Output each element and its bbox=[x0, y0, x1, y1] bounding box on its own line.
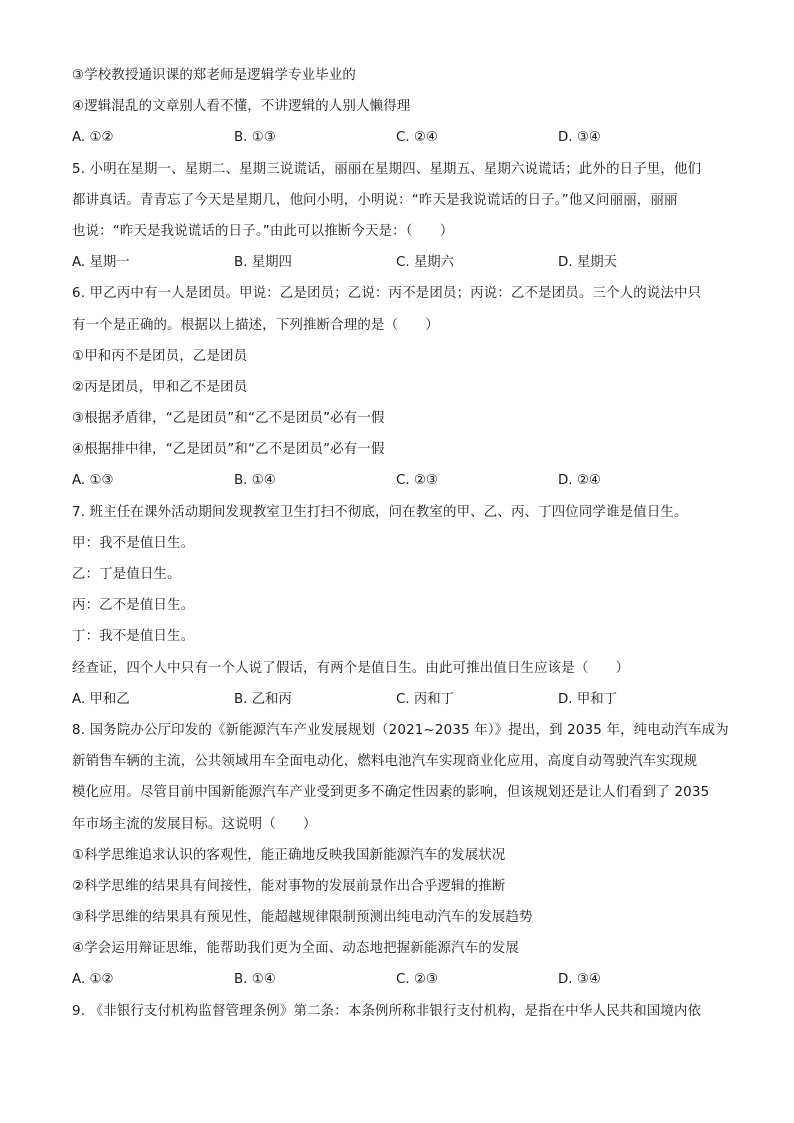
answer-options-row bbox=[72, 465, 732, 496]
text-line: 6. 甲乙丙中有一人是团员。甲说：乙是团员；乙说：丙不是团员；丙说：乙不是团员。三个人的说法中只 bbox=[72, 286, 702, 302]
text-line: 年市场主流的发展目标。这说明（ ） bbox=[72, 816, 317, 832]
answer-option: D. 甲和丁 bbox=[558, 691, 617, 707]
text-line: 甲：我不是值日生。 bbox=[72, 535, 195, 551]
answer-option: B. ①③ bbox=[234, 130, 276, 146]
text-line: ③学校教授通识课的郑老师是逻辑学专业毕业的 bbox=[72, 68, 357, 83]
answer-option: C. ②③ bbox=[396, 473, 438, 489]
text-line: ①科学思维追求认识的客观性，能正确地反映我国新能源汽车的发展状况 bbox=[72, 847, 506, 863]
answer-option: B. 星期四 bbox=[234, 255, 292, 271]
answer-option: A. ①② bbox=[72, 130, 114, 146]
text-line: 经查证，四个人中只有一个人说了假话，有两个是值日生。由此可推出值日生应该是（ ） bbox=[72, 660, 630, 676]
answer-options-row bbox=[72, 247, 732, 278]
text-line: ③根据矛盾律，“乙是团员”和“乙不是团员”必有一假 bbox=[72, 411, 385, 427]
text-line: ③科学思维的结果具有预见性，能超越规律限制预测出纯电动汽车的发展趋势 bbox=[72, 910, 533, 926]
text-line: 丙：乙不是值日生。 bbox=[72, 598, 195, 614]
text-line: 5. 小明在星期一、星期二、星期三说谎话，丽丽在星期四、星期五、星期六说谎话；此外的日子里，他们 bbox=[72, 161, 702, 177]
text-line: 都讲真话。青青忘了今天是星期几，他问小明，小明说：“昨天是我说谎话的日子。”他又问丽丽，丽丽 bbox=[72, 192, 678, 208]
text-line: ④逻辑混乱的文章别人看不懂，不讲逻辑的人别人懒得理 bbox=[72, 99, 411, 115]
text-line: 模化应用。尽管目前中国新能源汽车产业受到更多不确定性因素的影响，但该规划还是让人们看到了 2035 bbox=[72, 785, 710, 801]
text-line: 新销售车辆的主流，公共领域用车全面电动化，燃料电池汽车实现商业化应用，高度自动驾驶汽车实现规 bbox=[72, 754, 698, 770]
document-page bbox=[72, 60, 732, 1027]
text-line: 也说：“昨天是我说谎话的日子。”由此可以推断今天是：（ ） bbox=[72, 223, 454, 239]
answer-option: C. ②③ bbox=[396, 972, 438, 988]
answer-option: C. 星期六 bbox=[396, 255, 455, 271]
text-line: 8. 国务院办公厅印发的《新能源汽车产业发展规划（2021~2035 年）》提出，到 2035 年，纯电动汽车成为 bbox=[72, 722, 729, 738]
answer-option: A. 甲和乙 bbox=[72, 691, 130, 707]
text-line: ④根据排中律，“乙是团员”和“乙不是团员”必有一假 bbox=[72, 442, 385, 458]
text-line: 丁：我不是值日生。 bbox=[72, 629, 195, 645]
answer-option: B. ①④ bbox=[234, 473, 276, 489]
answer-option: A. ①② bbox=[72, 972, 114, 988]
answer-option: D. ②④ bbox=[558, 473, 601, 489]
answer-options-row bbox=[72, 684, 732, 715]
answer-option: A. ①③ bbox=[72, 473, 114, 489]
answer-option: B. 乙和丙 bbox=[234, 691, 292, 707]
text-line: 乙：丁是值日生。 bbox=[72, 567, 181, 582]
answer-option: C. 丙和丁 bbox=[396, 691, 455, 707]
text-line: ②丙是团员，甲和乙不是团员 bbox=[72, 379, 248, 395]
text-line: ①甲和丙不是团员，乙是团员 bbox=[72, 348, 248, 364]
answer-option: D. ③④ bbox=[558, 972, 601, 988]
answer-option: C. ②④ bbox=[396, 130, 438, 146]
text-line: 有一个是正确的。根据以上描述，下列推断合理的是（ ） bbox=[72, 317, 439, 333]
text-line: ②科学思维的结果具有间接性，能对事物的发展前景作出合乎逻辑的推断 bbox=[72, 878, 506, 894]
answer-option: D. ③④ bbox=[558, 130, 601, 146]
text-line: 7. 班主任在课外活动期间发现教室卫生打扫不彻底，问在教室的甲、乙、丙、丁四位同学谁是值日生。 bbox=[72, 504, 688, 520]
answer-option: B. ①④ bbox=[234, 972, 276, 988]
answer-options-row bbox=[72, 122, 732, 153]
answer-option: A. 星期一 bbox=[72, 255, 130, 271]
answer-option: D. 星期天 bbox=[558, 255, 617, 271]
text-line: 9. 《非银行支付机构监督管理条例》第二条：本条例所称非银行支付机构，是指在中华人民共和国境内依 bbox=[72, 1003, 702, 1019]
text-line: ④学会运用辩证思维，能帮助我们更为全面、动态地把握新能源汽车的发展 bbox=[72, 941, 520, 957]
answer-options-row bbox=[72, 964, 732, 995]
